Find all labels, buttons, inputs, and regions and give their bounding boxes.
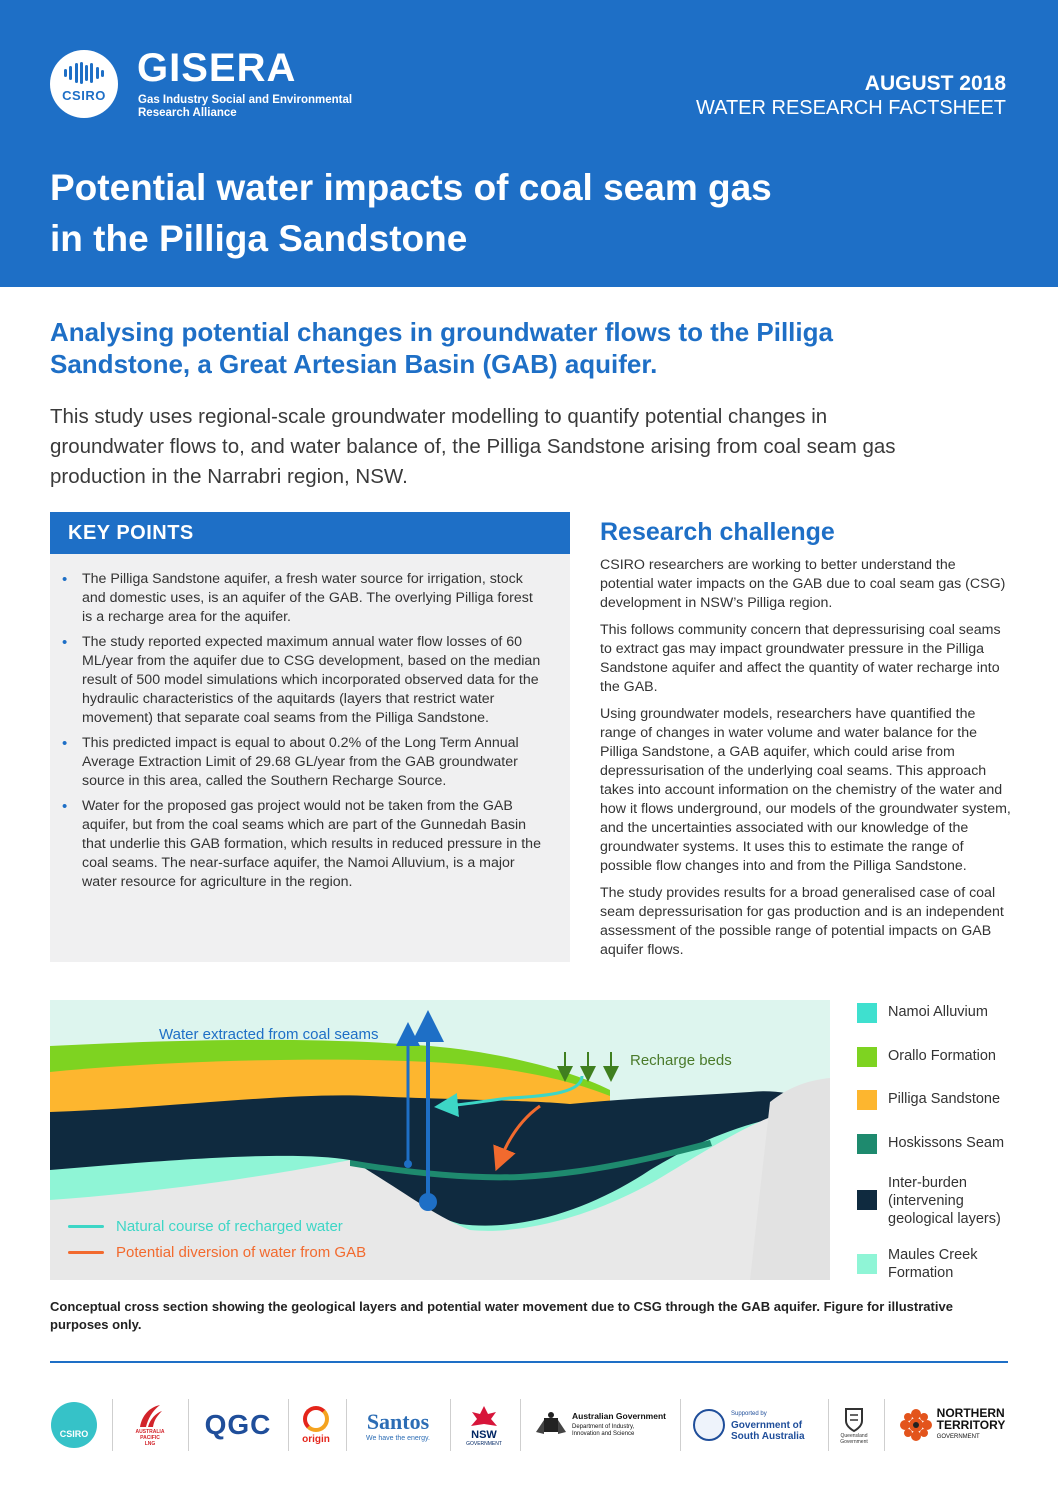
csiro-logo-text: CSIRO [62,88,106,103]
legend-swatch [857,1003,877,1023]
key-point-item: • Water for the proposed gas project would not be taken from the GAB aquifer, but from the coal seams which are part of the Gunnedah Basin that underlie this GAB formation, which results in reduced pressure in the coal seams. The near-surface aquifer, the Namoi Alluvium, is a major water resource for agriculture in the region. [82,797,542,892]
natural-course-label: Natural course of recharged water [116,1218,343,1235]
research-paragraph: CSIRO researchers are working to better understand the potential water impacts on the GAB due to coal seam gas (CSG) development in NSW’s Pilliga region. [600,557,1006,611]
recharge-label: Recharge beds [630,1052,732,1069]
csiro-waveform-icon [64,62,104,84]
research-challenge-heading: Research challenge [600,518,835,546]
diversion-line-swatch [68,1251,104,1254]
well-base [404,1160,412,1168]
cross-section-figure [50,1000,830,1280]
legend-swatch [857,1254,877,1274]
sa-piping-shrike-icon [693,1409,725,1441]
legend-item-pilliga [857,1090,1018,1110]
logo-separator [346,1399,347,1451]
origin-logo: origin [296,1395,336,1455]
waratah-icon [469,1404,499,1430]
publication-date: AUGUST 2018 [864,72,1006,95]
page-subtitle: Analysing potential changes in groundwater flows to the Pilliga Sandstone, a Great Artesian Basin (GAB) aquifer. [50,317,833,379]
diversion-key [68,1244,366,1261]
legend-label: Pilliga Sandstone [888,1091,1001,1107]
legend-swatch [857,1047,877,1067]
natural-course-key [68,1218,343,1235]
key-points-box [50,512,570,962]
legend-swatch [857,1090,877,1110]
figure-caption: Conceptual cross section showing the geological layers and potential water movement due to CSG through the GAB aquifer. Figure for illustrative purposes only. [50,1299,953,1332]
research-paragraph: Using groundwater models, researchers have quantified the range of changes in water volume and water balance for the Pilliga Sandstone, a GAB aquifer, which could arise from depressurisation of the underlying coal seams. This approach takes into account information on the chemistry of the water and how it flows underground, our models of the groundwater system, and the uncertainties associated with our knowledge of the groundwater systems. It uses this to estimate the range of possible flow changes into and from the Pilliga Sandstone. [600,706,1011,874]
extraction-label: Water extracted from coal seams [159,1026,379,1043]
logo-separator [680,1399,681,1451]
csiro-logo [50,50,118,118]
south-australia-logo: Supported by Government of South Australia [690,1395,820,1455]
legend-swatch [857,1190,877,1210]
research-paragraph: This follows community concern that depressurising coal seams to extract gas may impact groundwater pressure in the Pilliga Sandstone aquifer and affect the quantity of water recharge into the GAB. [600,622,1001,695]
research-paragraph: The study provides results for a broad generalised case of coal seam depressurisation for gas production and is an independent assessment of the possible range of potential impacts on GAB aquifer flows. [600,885,1004,958]
desert-rose-icon [899,1408,933,1442]
aplng-logo: AUSTRALIA PACIFIC LNG [122,1395,178,1455]
footer-divider [50,1361,1008,1363]
santos-logo: Santos We have the energy. [366,1408,430,1442]
legend-item-orallo [857,1047,1018,1067]
legend-label: Inter-burden (intervening geological layers) [888,1175,1001,1227]
natural-line-swatch [68,1225,104,1228]
factsheet-series: WATER RESEARCH FACTSHEET [695,97,1006,119]
partner-logos [50,1395,1008,1455]
legend-item-namoi [857,1003,1018,1023]
logo-separator [188,1399,189,1451]
logo-separator [450,1399,451,1451]
well-base [419,1193,437,1211]
csiro-footer-logo: CSIRO [50,1395,98,1455]
northern-territory-logo: NORTHERN TERRITORY GOVERNMENT [896,1395,1008,1455]
legend-swatch [857,1134,877,1154]
diversion-label: Potential diversion of water from GAB [116,1244,367,1261]
brand-name: GISERA [137,46,297,90]
logo-separator [884,1399,885,1451]
qgc-logo: QGC [204,1409,272,1440]
legend-label: Maules Creek Formation [888,1247,978,1281]
logo-separator [828,1399,829,1451]
legend-label: Hoskissons Seam [888,1135,1005,1151]
legend-label: Namoi Alluvium [888,1004,988,1020]
nsw-government-logo: NSW GOVERNMENT [460,1395,508,1455]
queensland-government-logo: Queensland Government [834,1395,874,1455]
brand-subtitle: Gas Industry Social and Environmental Research Alliance [138,94,353,119]
key-point-item: • The Pilliga Sandstone aquifer, a fresh water source for irrigation, stock and domestic uses, is an aquifer of the GAB. The overlying Pilliga forest is a recharge area for the aquifer. [82,570,542,627]
aplng-swoosh-icon [136,1403,164,1429]
qld-crest-icon [842,1405,866,1433]
header-banner [0,0,1058,287]
key-point-item: • This predicted impact is equal to about 0.2% of the Long Term Annual Average Extraction Limit of 29.68 GL/year from the GAB groundwater source in this area, called the Southern Recharge Source. [82,734,542,791]
intro-paragraph: This study uses regional-scale groundwater modelling to quantify potential changes in groundwater flows to, and water balance of, the Pilliga Sandstone arising from coal seam gas production in the Narrabri region, NSW. [50,405,896,488]
legend-item-interburden [857,1174,1016,1228]
key-points-list [50,554,570,892]
key-points-title: KEY POINTS [50,512,570,554]
coat-of-arms-icon [534,1410,568,1440]
legend-item-maules [857,1246,988,1282]
australian-government-logo: Australian Government Department of Industry, Innovation and Science [530,1395,670,1455]
logo-separator [520,1399,521,1451]
origin-sun-icon [303,1406,329,1432]
legend-label: Orallo Formation [888,1048,996,1064]
page-title: Potential water impacts of coal seam gas in the Pilliga Sandstone [50,167,772,259]
logo-separator [288,1399,289,1451]
research-challenge-body [600,556,1012,968]
legend-item-hoskissons [857,1134,1018,1154]
key-point-item: • The study reported expected maximum annual water flow losses of 60 ML/year from the aquifer due to CSG development, based on the median result of 500 model simulations which incorporated observed data for the hydraulic characteristics of the aquitards (layers that restrict water movement) that separate coal seams from the Pilliga Sandstone. [82,633,542,728]
logo-separator [112,1399,113,1451]
